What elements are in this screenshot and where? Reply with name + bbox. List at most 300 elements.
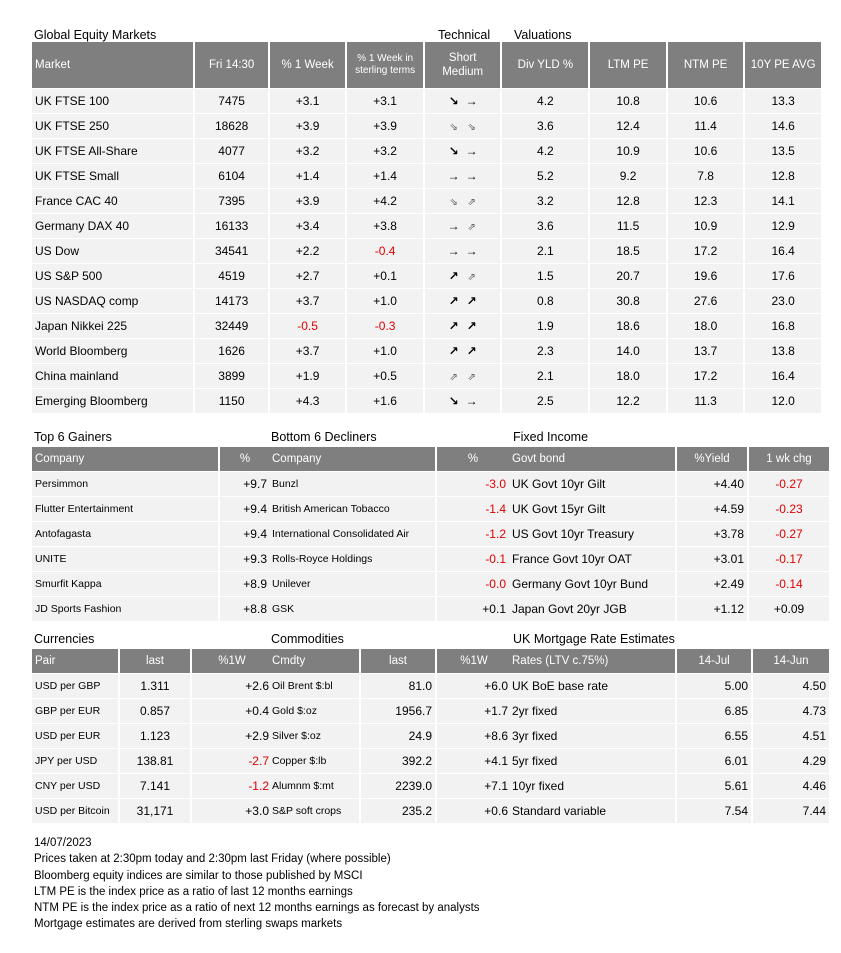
short-trend-arrow-icon: ⇘ (449, 122, 458, 133)
footnote-line: NTM PE is the index price as a ratio of next 12 months earnings as forecast by analysts (34, 902, 480, 915)
last-cell: 392.2 (361, 749, 435, 773)
last-cell: 2239.0 (361, 774, 435, 798)
pe10-cell: 13.8 (745, 339, 821, 363)
company-cell: Rolls-Royce Holdings (269, 547, 435, 571)
sterling-cell: +0.1 (347, 264, 423, 288)
col-ntm: NTM PE (668, 42, 744, 88)
table-row (509, 724, 829, 748)
gainers-col-pct: % (220, 447, 270, 471)
table-row (509, 799, 829, 823)
short-trend-arrow-icon: ↘ (448, 394, 459, 408)
table-row (509, 547, 829, 571)
pct-cell: +4.1 (437, 749, 511, 773)
last-cell: 1.311 (120, 674, 190, 698)
last-cell: 24.9 (361, 724, 435, 748)
last-cell: 4.73 (753, 699, 829, 723)
pe10-cell: 14.1 (745, 189, 821, 213)
technical-cell (425, 364, 501, 388)
table-row (509, 749, 829, 773)
table-row (32, 674, 272, 698)
report-date: 14/07/2023 (34, 837, 92, 849)
pe10-cell: 13.5 (745, 139, 821, 163)
ntm-cell: 10.9 (668, 214, 744, 238)
col-div: Div YLD % (502, 42, 588, 88)
short-trend-arrow-icon: ↗ (448, 294, 459, 308)
last-cell: 6.85 (677, 699, 751, 723)
rate-cell: 10yr fixed (509, 774, 675, 798)
table-row (32, 572, 270, 596)
table-row (32, 472, 270, 496)
footnote-line: Bloomberg equity indices are similar to those published by MSCI (34, 869, 363, 882)
table-row (32, 774, 272, 798)
cur-col-pair: Pair (32, 649, 118, 673)
pct-cell: +8.6 (437, 724, 511, 748)
pct-cell: -2.7 (192, 749, 272, 773)
last-cell: 138.81 (120, 749, 190, 773)
ntm-cell: 13.7 (668, 339, 744, 363)
table-row (32, 214, 821, 238)
ntm-cell: 12.3 (668, 189, 744, 213)
market-cell: UK FTSE All-Share (32, 139, 193, 163)
technical-cell (425, 139, 501, 163)
price-cell: 4077 (195, 139, 267, 163)
technical-cell (425, 189, 501, 213)
decliners-table (267, 446, 511, 622)
table-row (32, 164, 821, 188)
sterling-cell: +3.9 (347, 114, 423, 138)
ntm-cell: 10.6 (668, 139, 744, 163)
table-row (32, 389, 821, 413)
company-cell: GSK (269, 597, 435, 621)
mortgage-title: UK Mortgage Rate Estimates (513, 632, 675, 646)
fi-col-chg: 1 wk chg (749, 447, 829, 471)
technical-cell (425, 314, 501, 338)
market-cell: UK FTSE 250 (32, 114, 193, 138)
pct-cell: -1.4 (437, 497, 509, 521)
cmd-col-pct: %1W (437, 649, 511, 673)
ltm-cell: 10.8 (590, 89, 666, 113)
last-cell: 5.00 (677, 674, 751, 698)
week-cell: +2.7 (270, 264, 346, 288)
short-trend-arrow-icon: ↘ (448, 144, 459, 158)
footnote-line: Mortgage estimates are derived from sterling swaps markets (34, 918, 343, 931)
div-cell: 3.6 (502, 114, 588, 138)
table-row (509, 572, 829, 596)
rate-cell: Standard variable (509, 799, 675, 823)
chg-cell: -0.23 (749, 497, 829, 521)
price-cell: 4519 (195, 264, 267, 288)
yield-cell: +3.78 (677, 522, 747, 546)
pair-cell: GBP per EUR (32, 699, 118, 723)
week-cell: +4.3 (270, 389, 346, 413)
company-cell: Smurfit Kappa (32, 572, 218, 596)
ltm-cell: 18.0 (590, 364, 666, 388)
week-cell: +3.7 (270, 289, 346, 313)
short-trend-arrow-icon: ↘ (448, 94, 459, 108)
pe10-cell: 16.4 (745, 239, 821, 263)
price-cell: 34541 (195, 239, 267, 263)
cmdty-cell: S&P soft crops (269, 799, 359, 823)
pair-cell: USD per EUR (32, 724, 118, 748)
ltm-cell: 20.7 (590, 264, 666, 288)
bond-cell: Germany Govt 10yr Bund (509, 572, 675, 596)
pct-cell: +1.7 (437, 699, 511, 723)
technical-cell (425, 389, 501, 413)
company-cell: British American Tobacco (269, 497, 435, 521)
pct-cell: +9.4 (220, 522, 270, 546)
table-row (32, 339, 821, 363)
bond-cell: Japan Govt 20yr JGB (509, 597, 675, 621)
price-cell: 1626 (195, 339, 267, 363)
cmd-col-last: last (361, 649, 435, 673)
pe10-cell: 17.6 (745, 264, 821, 288)
pair-cell: CNY per USD (32, 774, 118, 798)
sterling-cell: +3.2 (347, 139, 423, 163)
short-trend-arrow-icon: → (447, 244, 460, 258)
cur-col-last: last (120, 649, 190, 673)
table-row (269, 497, 509, 521)
pct-cell: +9.3 (220, 547, 270, 571)
table-row (32, 799, 272, 823)
medium-trend-arrow-icon: ⇗ (467, 197, 476, 208)
short-trend-arrow-icon: ↗ (448, 319, 459, 333)
week-cell: +3.9 (270, 114, 346, 138)
medium-trend-arrow-icon: ↗ (466, 319, 477, 333)
fixed-income-table (507, 446, 831, 622)
ntm-cell: 18.0 (668, 314, 744, 338)
week-cell: -0.5 (270, 314, 346, 338)
cmdty-cell: Oil Brent $:bl (269, 674, 359, 698)
sterling-cell: +1.6 (347, 389, 423, 413)
last-cell: 5.61 (677, 774, 751, 798)
table-row (32, 189, 821, 213)
currencies-title: Currencies (34, 632, 95, 646)
week-cell: +1.9 (270, 364, 346, 388)
sterling-cell: +3.8 (347, 214, 423, 238)
table-row (32, 547, 270, 571)
market-cell: China mainland (32, 364, 193, 388)
div-cell: 4.2 (502, 89, 588, 113)
div-cell: 1.5 (502, 264, 588, 288)
last-cell: 1956.7 (361, 699, 435, 723)
ltm-cell: 11.5 (590, 214, 666, 238)
table-row (32, 749, 272, 773)
footnotes (34, 835, 480, 933)
price-cell: 18628 (195, 114, 267, 138)
pct-cell: +9.4 (220, 497, 270, 521)
price-cell: 32449 (195, 314, 267, 338)
medium-trend-arrow-icon: ⇗ (467, 372, 476, 383)
week-cell: +2.2 (270, 239, 346, 263)
table-row (509, 774, 829, 798)
div-cell: 2.5 (502, 389, 588, 413)
ntm-cell: 11.3 (668, 389, 744, 413)
ntm-cell: 27.6 (668, 289, 744, 313)
table-row (509, 699, 829, 723)
decliners-title: Bottom 6 Decliners (271, 430, 377, 444)
medium-trend-arrow-icon: ↗ (466, 344, 477, 358)
pct-cell: -1.2 (192, 774, 272, 798)
chg-cell: +0.09 (749, 597, 829, 621)
last-cell: 4.46 (753, 774, 829, 798)
pe10-cell: 23.0 (745, 289, 821, 313)
div-cell: 2.1 (502, 239, 588, 263)
cmd-col-cmdty: Cmdty (269, 649, 359, 673)
bond-cell: US Govt 10yr Treasury (509, 522, 675, 546)
ltm-cell: 10.9 (590, 139, 666, 163)
technical-cell (425, 214, 501, 238)
div-cell: 4.2 (502, 139, 588, 163)
pe10-cell: 16.8 (745, 314, 821, 338)
medium-trend-arrow-icon: ⇗ (467, 222, 476, 233)
yield-cell: +4.40 (677, 472, 747, 496)
medium-trend-arrow-icon: → (465, 394, 478, 408)
table-row (269, 597, 509, 621)
table-row (32, 89, 821, 113)
div-cell: 3.6 (502, 214, 588, 238)
pct-cell: +0.4 (192, 699, 272, 723)
rate-cell: UK BoE base rate (509, 674, 675, 698)
table-row (32, 724, 272, 748)
table-row (269, 749, 511, 773)
gainers-title: Top 6 Gainers (34, 430, 112, 444)
ltm-cell: 12.4 (590, 114, 666, 138)
pct-cell: +7.1 (437, 774, 511, 798)
company-cell: JD Sports Fashion (32, 597, 218, 621)
ntm-cell: 17.2 (668, 239, 744, 263)
rate-cell: 2yr fixed (509, 699, 675, 723)
div-cell: 2.3 (502, 339, 588, 363)
equity-title: Global Equity Markets (34, 28, 157, 42)
pair-cell: USD per GBP (32, 674, 118, 698)
medium-trend-arrow-icon: → (465, 144, 478, 158)
ltm-cell: 12.8 (590, 189, 666, 213)
ltm-cell: 18.6 (590, 314, 666, 338)
week-cell: +1.4 (270, 164, 346, 188)
week-cell: +3.4 (270, 214, 346, 238)
table-row (32, 239, 821, 263)
last-cell: 6.55 (677, 724, 751, 748)
price-cell: 7395 (195, 189, 267, 213)
col-week: % 1 Week (270, 42, 346, 88)
price-cell: 7475 (195, 89, 267, 113)
ntm-cell: 7.8 (668, 164, 744, 188)
last-cell: 4.29 (753, 749, 829, 773)
short-trend-arrow-icon: ⇘ (449, 197, 458, 208)
col-market: Market (32, 42, 193, 88)
fi-col-yield: %Yield (677, 447, 747, 471)
table-row (32, 314, 821, 338)
table-row (269, 472, 509, 496)
table-row (509, 674, 829, 698)
footnote-line: Prices taken at 2:30pm today and 2:30pm last Friday (where possible) (34, 853, 391, 866)
table-row (269, 699, 511, 723)
sterling-cell: -0.3 (347, 314, 423, 338)
last-cell: 7.54 (677, 799, 751, 823)
pct-cell: +8.9 (220, 572, 270, 596)
technical-cell (425, 239, 501, 263)
sterling-cell: +1.0 (347, 289, 423, 313)
bond-cell: UK Govt 10yr Gilt (509, 472, 675, 496)
price-cell: 16133 (195, 214, 267, 238)
price-cell: 3899 (195, 364, 267, 388)
market-cell: US NASDAQ comp (32, 289, 193, 313)
price-cell: 14173 (195, 289, 267, 313)
company-cell: Bunzl (269, 472, 435, 496)
last-cell: 1.123 (120, 724, 190, 748)
technical-cell (425, 289, 501, 313)
company-cell: UNITE (32, 547, 218, 571)
week-cell: +3.7 (270, 339, 346, 363)
pct-cell: -1.2 (437, 522, 509, 546)
pct-cell: -0.1 (437, 547, 509, 571)
company-cell: Unilever (269, 572, 435, 596)
market-cell: World Bloomberg (32, 339, 193, 363)
bond-cell: UK Govt 15yr Gilt (509, 497, 675, 521)
table-row (32, 139, 821, 163)
col-price: Fri 14:30 (195, 42, 267, 88)
decliners-col-pct: % (437, 447, 509, 471)
table-row (32, 497, 270, 521)
table-row (32, 114, 821, 138)
last-cell: 7.44 (753, 799, 829, 823)
currencies-table (30, 648, 274, 824)
div-cell: 3.2 (502, 189, 588, 213)
ntm-cell: 19.6 (668, 264, 744, 288)
cur-col-pct: %1W (192, 649, 272, 673)
technical-cell (425, 264, 501, 288)
mort-col-jun: 14-Jun (753, 649, 829, 673)
last-cell: 4.50 (753, 674, 829, 698)
ntm-cell: 17.2 (668, 364, 744, 388)
short-trend-arrow-icon: ↗ (448, 269, 459, 283)
equity-table (30, 41, 823, 414)
table-row (269, 547, 509, 571)
commodities-title: Commodities (271, 632, 344, 646)
decliners-col-company: Company (269, 447, 435, 471)
market-cell: Japan Nikkei 225 (32, 314, 193, 338)
pct-cell: +6.0 (437, 674, 511, 698)
table-row (32, 289, 821, 313)
ltm-cell: 12.2 (590, 389, 666, 413)
table-row (32, 597, 270, 621)
yield-cell: +3.01 (677, 547, 747, 571)
ltm-cell: 30.8 (590, 289, 666, 313)
mort-col-jul: 14-Jul (677, 649, 751, 673)
table-row (509, 522, 829, 546)
cmdty-cell: Alumnm $:mt (269, 774, 359, 798)
medium-trend-arrow-icon: → (465, 94, 478, 108)
medium-trend-arrow-icon: ⇗ (467, 272, 476, 283)
table-row (269, 774, 511, 798)
pct-cell: +2.9 (192, 724, 272, 748)
last-cell: 81.0 (361, 674, 435, 698)
sterling-cell: +3.1 (347, 89, 423, 113)
price-cell: 6104 (195, 164, 267, 188)
technical-cell (425, 339, 501, 363)
chg-cell: -0.14 (749, 572, 829, 596)
col-technical: Short Medium (425, 42, 501, 88)
market-cell: UK FTSE Small (32, 164, 193, 188)
last-cell: 31,171 (120, 799, 190, 823)
div-cell: 2.1 (502, 364, 588, 388)
pe10-cell: 16.4 (745, 364, 821, 388)
week-cell: +3.1 (270, 89, 346, 113)
last-cell: 235.2 (361, 799, 435, 823)
pct-cell: +9.7 (220, 472, 270, 496)
pe10-cell: 12.0 (745, 389, 821, 413)
sterling-cell: +4.2 (347, 189, 423, 213)
chg-cell: -0.27 (749, 472, 829, 496)
week-cell: +3.2 (270, 139, 346, 163)
market-cell: France CAC 40 (32, 189, 193, 213)
last-cell: 7.141 (120, 774, 190, 798)
div-cell: 5.2 (502, 164, 588, 188)
pair-cell: JPY per USD (32, 749, 118, 773)
chg-cell: -0.17 (749, 547, 829, 571)
medium-trend-arrow-icon: ↗ (466, 294, 477, 308)
yield-cell: +2.49 (677, 572, 747, 596)
table-row (269, 724, 511, 748)
ltm-cell: 18.5 (590, 239, 666, 263)
table-row (32, 264, 821, 288)
table-row (509, 597, 829, 621)
mort-col-rate: Rates (LTV c.75%) (509, 649, 675, 673)
company-cell: Persimmon (32, 472, 218, 496)
commodities-table (267, 648, 513, 824)
pct-cell: +0.1 (437, 597, 509, 621)
sterling-cell: +1.0 (347, 339, 423, 363)
table-row (269, 572, 509, 596)
medium-trend-arrow-icon: → (465, 244, 478, 258)
mortgage-table (507, 648, 831, 824)
col-pe10: 10Y PE AVG (745, 42, 821, 88)
medium-trend-arrow-icon: ⇘ (467, 122, 476, 133)
div-cell: 0.8 (502, 289, 588, 313)
company-cell: Antofagasta (32, 522, 218, 546)
technical-cell (425, 164, 501, 188)
pe10-cell: 12.9 (745, 214, 821, 238)
table-row (269, 674, 511, 698)
cmdty-cell: Silver $:oz (269, 724, 359, 748)
week-cell: +3.9 (270, 189, 346, 213)
yield-cell: +1.12 (677, 597, 747, 621)
sterling-cell: +0.5 (347, 364, 423, 388)
last-cell: 4.51 (753, 724, 829, 748)
rate-cell: 5yr fixed (509, 749, 675, 773)
table-row (32, 699, 272, 723)
cmdty-cell: Gold $:oz (269, 699, 359, 723)
company-cell: Flutter Entertainment (32, 497, 218, 521)
valuations-title: Valuations (514, 28, 572, 42)
ltm-cell: 14.0 (590, 339, 666, 363)
market-cell: UK FTSE 100 (32, 89, 193, 113)
market-cell: Germany DAX 40 (32, 214, 193, 238)
pct-cell: +8.8 (220, 597, 270, 621)
ntm-cell: 10.6 (668, 89, 744, 113)
chg-cell: -0.27 (749, 522, 829, 546)
yield-cell: +4.59 (677, 497, 747, 521)
col-sterling: % 1 Week in sterling terms (347, 42, 423, 88)
technical-cell (425, 89, 501, 113)
medium-trend-arrow-icon: → (465, 169, 478, 183)
short-trend-arrow-icon: ⇗ (449, 372, 458, 383)
col-ltm: LTM PE (590, 42, 666, 88)
table-row (509, 472, 829, 496)
table-row (509, 497, 829, 521)
sterling-cell: -0.4 (347, 239, 423, 263)
bond-cell: France Govt 10yr OAT (509, 547, 675, 571)
